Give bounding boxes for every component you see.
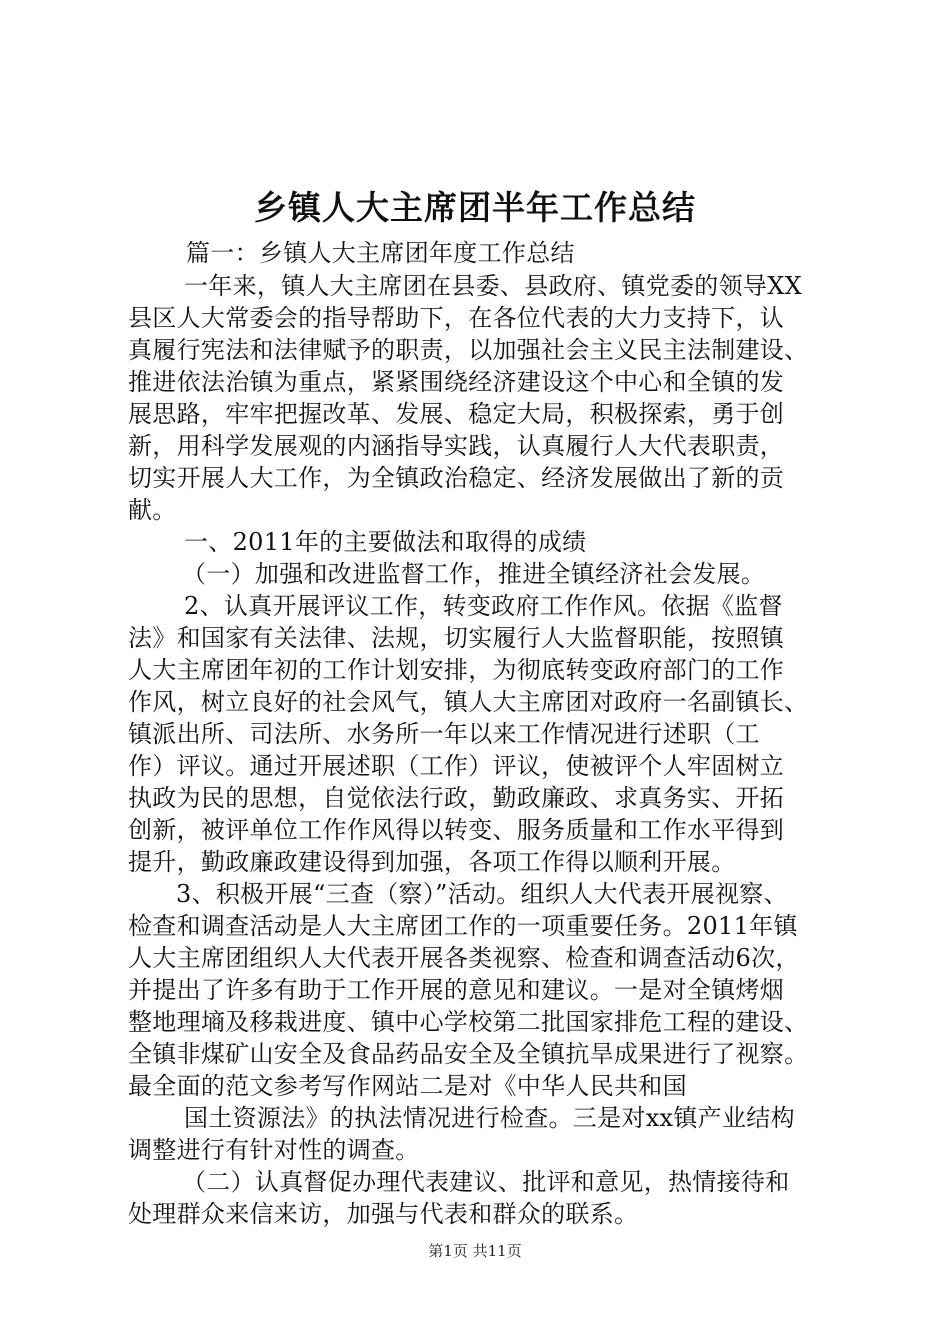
section-heading: 一、2011年的主要做法和取得的成绩 (184, 528, 587, 556)
body-line: 整地理墒及移栽进度、镇中心学校第二批国家排危工程的建设、 (128, 1008, 809, 1036)
body-line: 最全面的范文参考写作网站二是对《中华人民共和国 (128, 1072, 687, 1100)
body-line: 县区人大常委会的指导帮助下，在各位代表的大力支持下，认 (128, 304, 785, 332)
body-line: 献。 (128, 496, 177, 524)
document-title: 乡镇人大主席团半年工作总结 (254, 188, 696, 227)
body-line: 作风，树立良好的社会风气，镇人大主席团对政府一名副镇长、 (128, 688, 809, 716)
body-line: 执政为民的思想，自觉依法行政，勤政廉政、求真务实、开拓 (128, 784, 785, 812)
body-line: 2、认真开展评议工作，转变政府工作作风。依据《监督 (184, 592, 783, 620)
body-line: 新，用科学发展观的内涵指导实践，认真履行人大代表职责， (128, 432, 785, 460)
body-line: 篇一：乡镇人大主席团年度工作总结 (186, 239, 575, 267)
subsection-heading: （一）加强和改进监督工作，推进全镇经济社会发展。 (182, 560, 766, 588)
body-line: 一年来，镇人大主席团在县委、县政府、镇党委的领导XX (184, 272, 802, 300)
body-line: 镇派出所、司法所、水务所一年以来工作情况进行述职（工 (128, 720, 760, 748)
page-number-footer: 第1页 共11页 (428, 1242, 522, 1260)
body-line: 国土资源法》的执法情况进行检查。三是对xx镇产业结构 (184, 1104, 795, 1132)
body-line: 并提出了许多有助于工作开展的意见和建议。一是对全镇烤烟 (128, 976, 785, 1004)
body-line: 处理群众来信来访，加强与代表和群众的联系。 (128, 1200, 639, 1228)
body-line: 推进依法治镇为重点，紧紧围绕经济建设这个中心和全镇的发 (128, 368, 785, 396)
body-line: 调整进行有针对性的调查。 (128, 1136, 420, 1164)
body-line: 全镇非煤矿山安全及食品药品安全及全镇抗旱成果进行了视察。 (128, 1040, 809, 1068)
body-line: 展思路，牢牢把握改革、发展、稳定大局，积极探索，勇于创 (128, 400, 785, 428)
body-line: 提升，勤政廉政建设得到加强，各项工作得以顺利开展。 (128, 848, 736, 876)
body-line: 3、积极开展“三查（察）”活动。组织人大代表开展视察、 (176, 880, 788, 908)
body-line: 作）评议。通过开展述职（工作）评议，使被评个人牢固树立 (128, 752, 785, 780)
body-line: 切实开展人大工作，为全镇政治稳定、经济发展做出了新的贡 (128, 464, 785, 492)
body-line: 检查和调查活动是人大主席团工作的一项重要任务。2011年镇 (128, 912, 798, 940)
body-line: 真履行宪法和法律赋予的职责，以加强社会主义民主法制建设、 (128, 336, 809, 364)
body-line: 法》和国家有关法律、法规，切实履行人大监督职能，按照镇 (128, 624, 785, 652)
body-line: 人大主席团年初的工作计划安排，为彻底转变政府部门的工作 (128, 656, 785, 684)
subsection-heading: （二）认真督促办理代表建议、批评和意见，热情接待和 (182, 1168, 790, 1196)
body-line: 人大主席团组织人大代表开展各类视察、检查和调查活动6次， (128, 944, 800, 972)
body-line: 创新，被评单位工作作风得以转变、服务质量和工作水平得到 (128, 816, 785, 844)
